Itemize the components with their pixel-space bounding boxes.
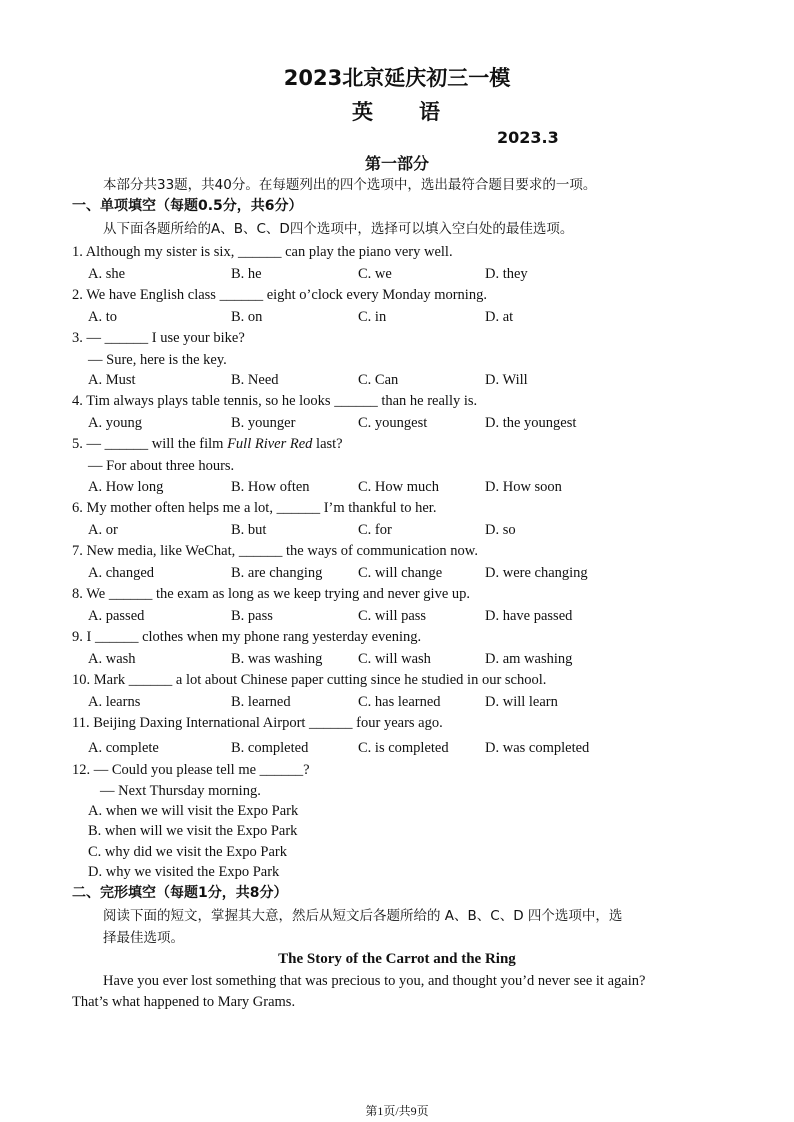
question-11-stem: 11. Beijing Daxing International Airport ______ four years ago. <box>72 715 443 731</box>
question-8-option-b: B. pass <box>231 608 273 624</box>
question-5-option-d: D. How soon <box>485 479 562 495</box>
part-heading: 第一部分 <box>364 154 429 173</box>
question-4-option-b: B. younger <box>231 415 296 431</box>
question-8-option-a: A. passed <box>88 608 145 624</box>
question-2-option-b: B. on <box>231 309 263 325</box>
question-7-stem: 7. New media, like WeChat, ______ the ways of communication now. <box>72 543 478 559</box>
question-12-reply: — Next Thursday morning. <box>100 783 261 799</box>
question-7-option-d: D. were changing <box>485 565 588 581</box>
question-9-option-a: A. wash <box>88 651 136 667</box>
part-intro: 本部分共33题，共40分。在每题列出的四个选项中，选出最符合题目要求的一项。 <box>103 177 597 193</box>
question-3-option-b: B. Need <box>231 372 279 388</box>
question-3-stem: 3. — ______ I use your bike? <box>72 330 245 346</box>
story-title: The Story of the Carrot and the Ring <box>278 951 516 967</box>
section1-heading: 一、单项填空（每题0.5分，共6分） <box>72 198 303 214</box>
question-6-stem: 6. My mother often helps me a lot, ______ I’m thankful to her. <box>72 500 437 516</box>
question-11-option-c: C. is completed <box>358 740 449 756</box>
question-12-option-c: C. why did we visit the Expo Park <box>88 844 287 860</box>
question-11-option-a: A. complete <box>88 740 159 756</box>
question-1-stem: 1. Although my sister is six, ______ can play the piano very well. <box>72 244 453 260</box>
question-4-option-c: C. youngest <box>358 415 428 431</box>
question-6-option-c: C. for <box>358 522 392 538</box>
question-1-option-b: B. he <box>231 266 262 282</box>
question-1-option-d: D. they <box>485 266 528 282</box>
question-5-stem-post: last? <box>312 436 343 452</box>
question-3-option-c: C. Can <box>358 372 399 388</box>
question-12-option-d: D. why we visited the Expo Park <box>88 864 280 880</box>
question-9-option-c: C. will wash <box>358 651 431 667</box>
question-6-option-d: D. so <box>485 522 516 538</box>
question-3-option-a: A. Must <box>88 372 136 388</box>
section2-heading: 二、完形填空（每题1分，共8分） <box>72 885 288 901</box>
question-2-stem: 2. We have English class ______ eight o’clock every Monday morning. <box>72 287 487 303</box>
question-2-option-a: A. to <box>88 309 117 325</box>
question-2-option-d: D. at <box>485 309 514 325</box>
question-6-option-a: A. or <box>88 522 118 538</box>
question-7-option-b: B. are changing <box>231 565 323 581</box>
section2-instruction-2: 择最佳选项。 <box>103 930 184 946</box>
question-9-option-b: B. was washing <box>231 651 323 667</box>
question-5-option-c: C. How much <box>358 479 439 495</box>
question-3-option-d: D. Will <box>485 372 528 388</box>
question-7-option-c: C. will change <box>358 565 443 581</box>
question-9-option-d: D. am washing <box>485 651 573 667</box>
question-7-option-a: A. changed <box>88 565 155 581</box>
page-footer: 第1页/共9页 <box>365 1104 429 1118</box>
question-4-stem: 4. Tim always plays table tennis, so he looks ______ than he really is. <box>72 393 478 409</box>
question-5-stem <box>72 435 343 453</box>
question-11-option-d: D. was completed <box>485 740 590 756</box>
subject-char-2: 语 <box>419 100 442 124</box>
subject-title <box>0 96 794 126</box>
question-8-stem: 8. We ______ the exam as long as we keep trying and never give up. <box>72 586 471 602</box>
question-4-option-d: D. the youngest <box>485 415 577 431</box>
question-5-option-b: B. How often <box>231 479 310 495</box>
question-8-option-d: D. have passed <box>485 608 573 624</box>
question-5-reply: — For about three hours. <box>88 458 235 474</box>
subject-char-1: 英 <box>352 100 375 124</box>
question-10-option-d: D. will learn <box>485 694 558 710</box>
question-9-stem: 9. I ______ clothes when my phone rang yesterday evening. <box>72 629 422 645</box>
question-1-option-c: C. we <box>358 266 392 282</box>
story-paragraph-line-2: That’s what happened to Mary Grams. <box>72 994 296 1010</box>
question-5-film-title: Full River Red <box>227 436 313 452</box>
exam-title: 2023北京延庆初三一模 <box>283 66 511 90</box>
question-12-option-b: B. when will we visit the Expo Park <box>88 823 298 839</box>
question-11-option-b: B. completed <box>231 740 309 756</box>
question-4-option-a: A. young <box>88 415 142 431</box>
question-1-option-a: A. she <box>88 266 126 282</box>
question-8-option-c: C. will pass <box>358 608 427 624</box>
story-paragraph-line-1: Have you ever lost something that was precious to you, and thought you’d never see it again? <box>103 973 646 989</box>
question-5-option-a: A. How long <box>88 479 164 495</box>
question-12-option-a: A. when we will visit the Expo Park <box>88 803 299 819</box>
section2-instruction-1: 阅读下面的短文，掌握其大意，然后从短文后各题所给的 A、B、C、D 四个选项中，选 <box>103 908 623 924</box>
question-10-option-b: B. learned <box>231 694 291 710</box>
section1-instruction: 从下面各题所给的A、B、C、D四个选项中，选择可以填入空白处的最佳选项。 <box>103 221 574 237</box>
question-10-stem: 10. Mark ______ a lot about Chinese paper cutting since he studied in our school. <box>72 672 547 688</box>
question-6-option-b: B. but <box>231 522 267 538</box>
question-2-option-c: C. in <box>358 309 387 325</box>
question-3-reply: — Sure, here is the key. <box>88 352 227 368</box>
question-10-option-a: A. learns <box>88 694 141 710</box>
question-5-stem-pre: 5. — ______ will the film <box>72 436 228 452</box>
question-12-stem: 12. — Could you please tell me ______? <box>72 762 310 778</box>
exam-date: 2023.3 <box>497 128 559 147</box>
question-10-option-c: C. has learned <box>358 694 441 710</box>
